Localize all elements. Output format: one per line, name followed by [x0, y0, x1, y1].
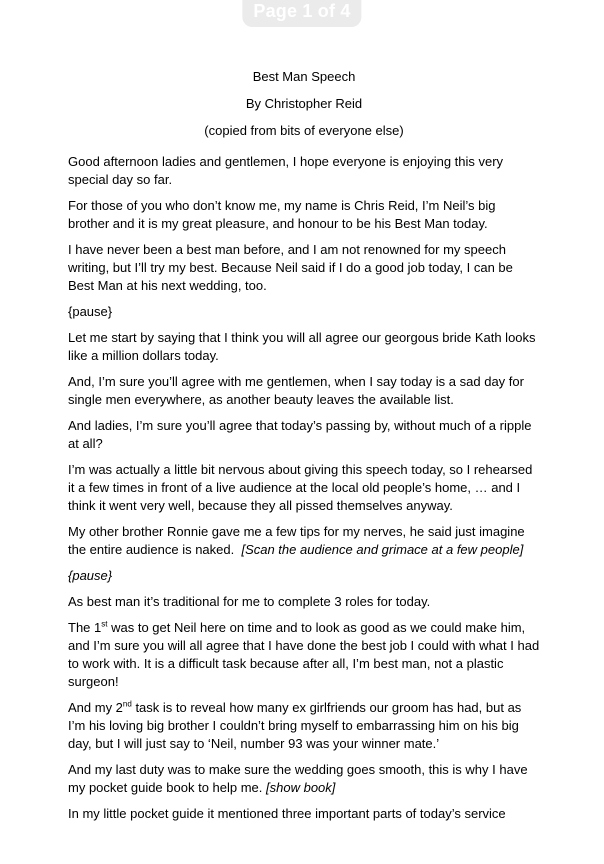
- paragraph: [68, 373, 540, 409]
- text-run: I’m was actually a little bit nervous about giving this speech today, so I rehearsed it a few times in front of a live audience at the local old people’s home, … and I think it went very well, because they all pissed themselves anyway.: [68, 462, 537, 513]
- text-run: Good afternoon ladies and gentlemen, I hope everyone is enjoying this very special day so far.: [68, 154, 507, 187]
- page-indicator-badge: Page 1 of 4: [242, 0, 361, 27]
- paragraph: [68, 567, 540, 585]
- paragraph: [68, 805, 540, 823]
- italic-run: {pause}: [68, 568, 113, 583]
- text-run: As best man it’s traditional for me to complete 3 roles for today.: [68, 594, 431, 609]
- title-line: Best Man Speech: [252, 69, 356, 84]
- text-run: The 1: [68, 620, 102, 635]
- paragraph: [68, 699, 540, 753]
- text-run: task is to reveal how many ex girlfriends our groom has had, but as I’m his loving big brother I couldn’t bring myself to embarrassing him on his big day, but I will just say to ‘Neil, number 93 was your winner mate.’: [68, 700, 525, 751]
- paragraph: [68, 303, 540, 321]
- italic-run: [show book]: [266, 780, 336, 795]
- italic-run: [Scan the audience and grimace at a few people]: [241, 542, 524, 557]
- title-line: (copied from bits of everyone else): [204, 123, 404, 138]
- text-run: My other brother Ronnie gave me a few tips for my nerves, he said just imagine the entire audience is naked.: [68, 524, 529, 557]
- document-titles: [68, 68, 540, 140]
- paragraph: [68, 153, 540, 189]
- paragraph: [68, 461, 540, 515]
- text-run: For those of you who don’t know me, my name is Chris Reid, I’m Neil’s big brother and it is my great pleasure, and honour to be his Best Man today.: [68, 198, 500, 231]
- paragraph: [68, 593, 540, 611]
- document-content: [68, 68, 543, 831]
- text-run: And my last duty was to make sure the wedding goes smooth, this is why I have my pocket guide book to help me.: [68, 762, 532, 795]
- text-run: Let me start by saying that I think you will all agree our georgous bride Kath looks like a million dollars today.: [68, 330, 540, 363]
- text-run: I have never been a best man before, and I am not renowned for my speech writing, but I’ll try my best. Because Neil said if I do a good job today, I can be Best Man at his next wedding, too.: [68, 242, 517, 293]
- superscript-run: st: [101, 619, 108, 629]
- paragraph: [68, 761, 540, 797]
- text-run: {pause}: [68, 304, 113, 319]
- text-run: In my little pocket guide it mentioned three important parts of today’s service: [68, 806, 506, 821]
- paragraph: [68, 329, 540, 365]
- paragraph: [68, 417, 540, 453]
- paragraph: [68, 523, 540, 559]
- text-run: And my 2: [68, 700, 123, 715]
- paragraph: [68, 241, 540, 295]
- text-run: was to get Neil here on time and to look as good as we could make him, and I’m sure you will all agree that I have done the best job I could with what I had to work with. It is a difficult task because after all, I’m best man, not a plastic surgeon!: [68, 620, 543, 689]
- paragraph: [68, 619, 543, 691]
- text-run: And, I’m sure you’ll agree with me gentlemen, when I say today is a sad day for single men everywhere, as another beauty leaves the available list.: [68, 374, 528, 407]
- paragraph: [68, 197, 540, 233]
- title-line: By Christopher Reid: [245, 96, 363, 111]
- superscript-run: nd: [122, 699, 132, 709]
- document-body: [68, 153, 543, 823]
- text-run: And ladies, I’m sure you’ll agree that today’s passing by, without much of a ripple at all?: [68, 418, 536, 451]
